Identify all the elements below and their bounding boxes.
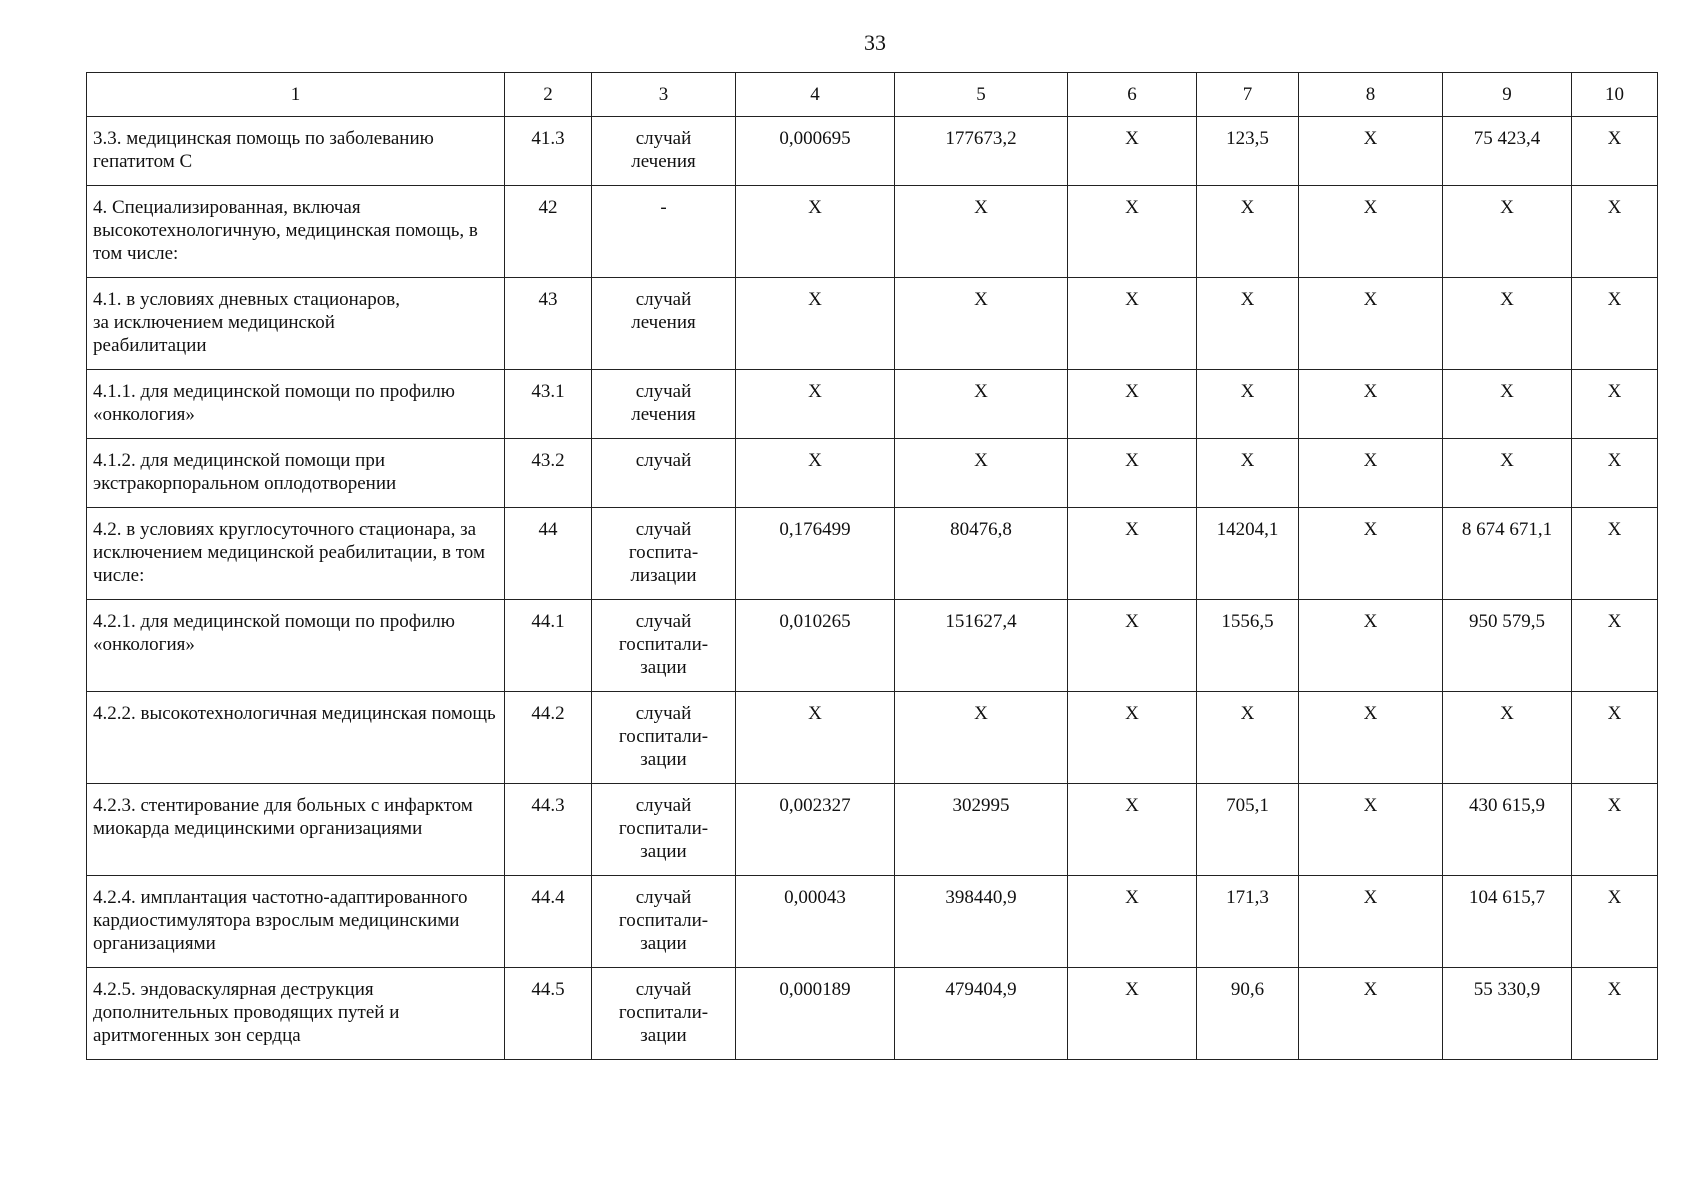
row-cell-10: Х [1572, 370, 1658, 439]
row-cell-10: Х [1572, 692, 1658, 784]
row-cell-7: Х [1197, 439, 1299, 508]
table-row [87, 508, 1658, 600]
table-row [87, 370, 1658, 439]
row-cell-7: Х [1197, 370, 1299, 439]
row-code-cell: 44.1 [505, 600, 592, 692]
row-cell-4: Х [736, 692, 895, 784]
row-cell-8: Х [1299, 968, 1443, 1060]
row-cell-9: Х [1443, 370, 1572, 439]
row-cell-7: 705,1 [1197, 784, 1299, 876]
column-number-4: 4 [736, 73, 895, 117]
row-cell-6: Х [1068, 508, 1197, 600]
row-cell-7: 90,6 [1197, 968, 1299, 1060]
row-cell-5: Х [895, 278, 1068, 370]
row-cell-4: Х [736, 439, 895, 508]
row-cell-4: 0,000189 [736, 968, 895, 1060]
row-unit-cell: случай госпитали- зации [592, 876, 736, 968]
row-cell-7: 1556,5 [1197, 600, 1299, 692]
row-code-cell: 43.2 [505, 439, 592, 508]
row-cell-4: 0,010265 [736, 600, 895, 692]
row-cell-9: 8 674 671,1 [1443, 508, 1572, 600]
row-cell-8: Х [1299, 784, 1443, 876]
row-code-cell: 44.5 [505, 968, 592, 1060]
row-unit-cell: случай госпитали- зации [592, 968, 736, 1060]
row-cell-8: Х [1299, 186, 1443, 278]
table-row [87, 784, 1658, 876]
row-cell-10: Х [1572, 508, 1658, 600]
row-cell-5: Х [895, 370, 1068, 439]
row-cell-9: Х [1443, 186, 1572, 278]
row-cell-5: Х [895, 439, 1068, 508]
row-cell-9: 104 615,7 [1443, 876, 1572, 968]
row-code-cell: 42 [505, 186, 592, 278]
row-unit-cell: случай госпитали- зации [592, 692, 736, 784]
row-cell-9: Х [1443, 278, 1572, 370]
row-cell-6: Х [1068, 117, 1197, 186]
row-cell-6: Х [1068, 876, 1197, 968]
row-code-cell: 41.3 [505, 117, 592, 186]
row-unit-cell: случай лечения [592, 370, 736, 439]
row-cell-5: 177673,2 [895, 117, 1068, 186]
table-row [87, 876, 1658, 968]
row-cell-5: 151627,4 [895, 600, 1068, 692]
row-name-cell: 4.2. в условиях круглосуточного стационара, за исключением медицинской реабилитации, в том числе: [87, 508, 505, 600]
row-code-cell: 44 [505, 508, 592, 600]
row-cell-6: Х [1068, 186, 1197, 278]
column-number-1: 1 [87, 73, 505, 117]
row-cell-8: Х [1299, 370, 1443, 439]
column-number-3: 3 [592, 73, 736, 117]
page-number: 33 [864, 30, 886, 55]
row-cell-7: 14204,1 [1197, 508, 1299, 600]
table-row [87, 968, 1658, 1060]
column-number-2: 2 [505, 73, 592, 117]
row-cell-8: Х [1299, 600, 1443, 692]
row-cell-6: Х [1068, 600, 1197, 692]
data-table [86, 72, 1658, 1060]
row-cell-6: Х [1068, 278, 1197, 370]
row-cell-8: Х [1299, 508, 1443, 600]
row-cell-6: Х [1068, 968, 1197, 1060]
row-cell-7: Х [1197, 278, 1299, 370]
column-number-5: 5 [895, 73, 1068, 117]
row-name-cell: 4.2.2. высокотехнологичная медицинская помощь [87, 692, 505, 784]
row-cell-9: 950 579,5 [1443, 600, 1572, 692]
row-cell-8: Х [1299, 876, 1443, 968]
row-unit-cell: случай [592, 439, 736, 508]
row-unit-cell: случай госпитали- зации [592, 600, 736, 692]
row-cell-7: 123,5 [1197, 117, 1299, 186]
row-cell-9: 55 330,9 [1443, 968, 1572, 1060]
column-number-6: 6 [1068, 73, 1197, 117]
column-number-10: 10 [1572, 73, 1658, 117]
table-row [87, 186, 1658, 278]
row-cell-5: Х [895, 692, 1068, 784]
row-cell-8: Х [1299, 692, 1443, 784]
row-cell-10: Х [1572, 117, 1658, 186]
row-cell-9: Х [1443, 692, 1572, 784]
table-row [87, 439, 1658, 508]
row-unit-cell: - [592, 186, 736, 278]
table-row [87, 600, 1658, 692]
row-cell-8: Х [1299, 278, 1443, 370]
row-name-cell: 4.1.1. для медицинской помощи по профилю «онкология» [87, 370, 505, 439]
row-unit-cell: случай госпитали- зации [592, 784, 736, 876]
row-code-cell: 43 [505, 278, 592, 370]
row-cell-5: Х [895, 186, 1068, 278]
row-cell-7: Х [1197, 186, 1299, 278]
row-unit-cell: случай госпита- лизации [592, 508, 736, 600]
table-header-row [87, 73, 1658, 117]
row-cell-10: Х [1572, 600, 1658, 692]
row-cell-6: Х [1068, 439, 1197, 508]
row-cell-9: 75 423,4 [1443, 117, 1572, 186]
row-cell-7: 171,3 [1197, 876, 1299, 968]
row-name-cell: 4.2.1. для медицинской помощи по профилю «онкология» [87, 600, 505, 692]
row-cell-5: 398440,9 [895, 876, 1068, 968]
row-cell-10: Х [1572, 876, 1658, 968]
row-code-cell: 44.4 [505, 876, 592, 968]
row-name-cell: 3.3. медицинская помощь по заболеванию гепатитом С [87, 117, 505, 186]
row-cell-4: 0,002327 [736, 784, 895, 876]
row-name-cell: 4.2.4. имплантация частотно-адаптированного кардиостимулятора взрослым медицинскими организациями [87, 876, 505, 968]
row-cell-6: Х [1068, 784, 1197, 876]
row-cell-4: Х [736, 278, 895, 370]
row-cell-4: 0,000695 [736, 117, 895, 186]
row-cell-6: Х [1068, 692, 1197, 784]
row-cell-9: Х [1443, 439, 1572, 508]
row-name-cell: 4. Специализированная, включая высокотехнологичную, медицинская помощь, в том числе: [87, 186, 505, 278]
row-code-cell: 44.3 [505, 784, 592, 876]
row-cell-8: Х [1299, 117, 1443, 186]
row-cell-5: 302995 [895, 784, 1068, 876]
row-cell-10: Х [1572, 186, 1658, 278]
row-name-cell: 4.2.3. стентирование для больных с инфарктом миокарда медицинскими организациями [87, 784, 505, 876]
column-number-9: 9 [1443, 73, 1572, 117]
row-cell-5: 479404,9 [895, 968, 1068, 1060]
row-cell-10: Х [1572, 784, 1658, 876]
row-cell-6: Х [1068, 370, 1197, 439]
row-cell-4: Х [736, 370, 895, 439]
row-cell-4: Х [736, 186, 895, 278]
row-name-cell: 4.1.2. для медицинской помощи при экстракорпоральном оплодотворении [87, 439, 505, 508]
row-cell-7: Х [1197, 692, 1299, 784]
table-row [87, 692, 1658, 784]
row-cell-4: 0,176499 [736, 508, 895, 600]
row-cell-5: 80476,8 [895, 508, 1068, 600]
table-row [87, 117, 1658, 186]
row-code-cell: 43.1 [505, 370, 592, 439]
column-number-8: 8 [1299, 73, 1443, 117]
row-cell-10: Х [1572, 278, 1658, 370]
row-cell-9: 430 615,9 [1443, 784, 1572, 876]
row-unit-cell: случай лечения [592, 117, 736, 186]
row-cell-10: Х [1572, 968, 1658, 1060]
row-cell-8: Х [1299, 439, 1443, 508]
row-cell-4: 0,00043 [736, 876, 895, 968]
column-number-7: 7 [1197, 73, 1299, 117]
row-cell-10: Х [1572, 439, 1658, 508]
table-row [87, 278, 1658, 370]
row-name-cell: 4.1. в условиях дневных стационаров, за исключением медицинской реабилитации [87, 278, 505, 370]
row-name-cell: 4.2.5. эндоваскулярная деструкция дополнительных проводящих путей и аритмогенных зон сердца [87, 968, 505, 1060]
row-code-cell: 44.2 [505, 692, 592, 784]
row-unit-cell: случай лечения [592, 278, 736, 370]
